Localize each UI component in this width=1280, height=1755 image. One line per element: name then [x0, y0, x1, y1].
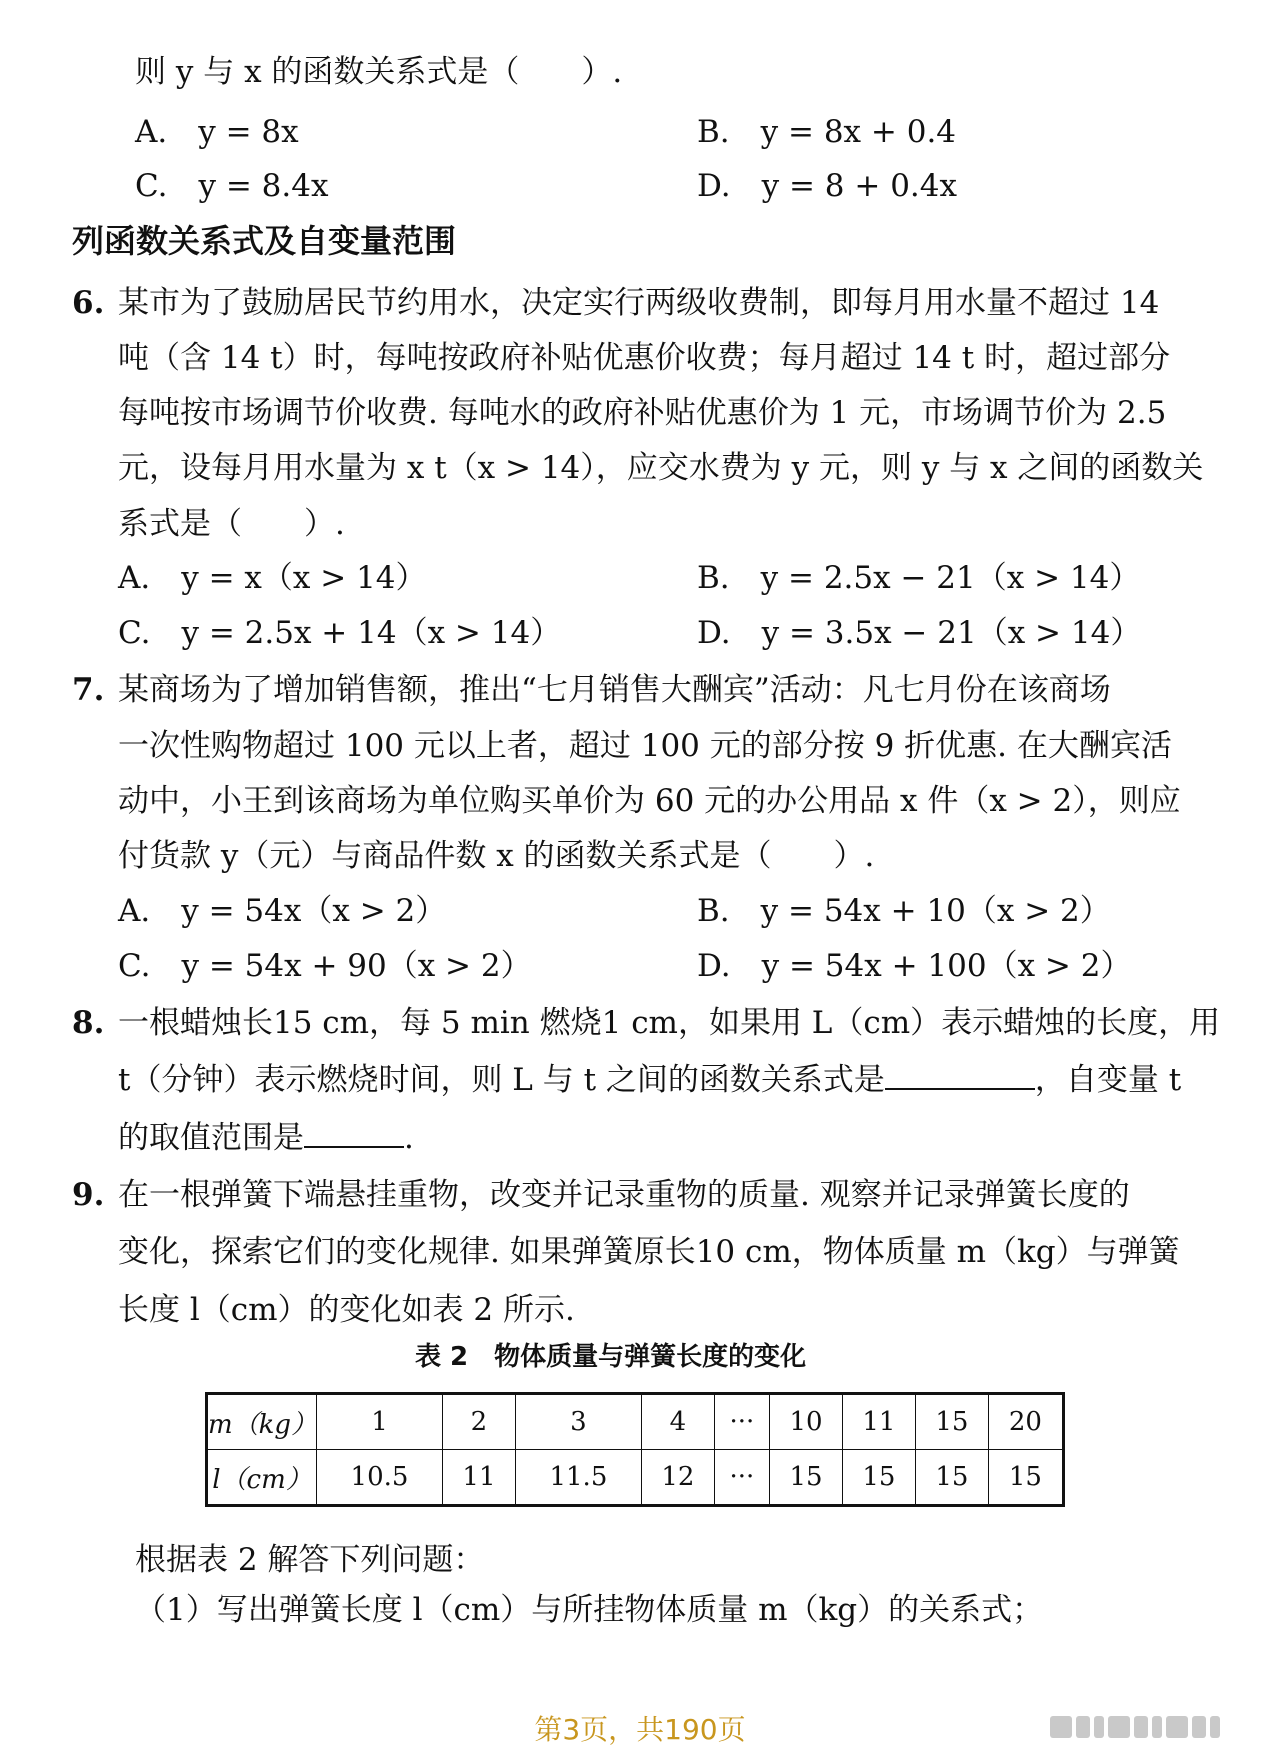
- table-cell: 11: [842, 1394, 915, 1450]
- table-cell: 20: [988, 1394, 1063, 1450]
- table-cell: 15: [915, 1394, 988, 1450]
- table-row: [207, 1450, 1064, 1506]
- table-cell: 4: [641, 1394, 714, 1450]
- q7-line-2: 一次性购物超过 100 元以上者，超过 100 元的部分按 9 折优惠. 在大酬宾活: [118, 728, 1172, 764]
- table-cell: 15: [842, 1450, 915, 1506]
- table-cell: 15: [988, 1450, 1063, 1506]
- table-cell: 10: [770, 1394, 843, 1450]
- q7-line-3: 动中，小王到该商场为单位购买单价为 60 元的办公用品 x 件（x > 2），则应: [118, 783, 1181, 819]
- q5-option-c: C. y = 8.4x: [135, 168, 329, 204]
- q5-option-a: A. y = 8x: [135, 114, 299, 150]
- table-cell: 1: [317, 1394, 443, 1450]
- q8-line-2-tail: ，自变量 t: [1034, 1062, 1182, 1098]
- table-row: [207, 1394, 1064, 1450]
- q8-line-3-tail: .: [404, 1120, 414, 1156]
- page-footer: 第3页，共190页: [534, 1713, 746, 1746]
- q6-line-4: 元，设每月用水量为 x t（x > 14），应交水费为 y 元，则 y 与 x 之间的函数关: [118, 450, 1204, 486]
- q8-line-2: [118, 1060, 1181, 1100]
- q7-line-1: 某商场为了增加销售额，推出“七月销售大酬宾”活动：凡七月份在该商场: [118, 672, 1111, 708]
- table-cell: 3: [515, 1394, 641, 1450]
- q7-option-d: D. y = 54x + 100（x > 2）: [697, 948, 1132, 984]
- q6-option-a: A. y = x（x > 14）: [118, 560, 427, 596]
- q6-option-d: D. y = 3.5x − 21（x > 14）: [697, 615, 1142, 651]
- table-cell: 2: [442, 1394, 515, 1450]
- table-cell: 11.5: [515, 1450, 641, 1506]
- q8-answer-blank-1[interactable]: [885, 1060, 1035, 1090]
- q9-subquestion-1: （1）写出弹簧长度 l（cm）与所挂物体质量 m（kg）的关系式；: [135, 1592, 1044, 1628]
- q8-number: 8.: [72, 1005, 105, 1041]
- q9-line-3: 长度 l（cm）的变化如表 2 所示.: [118, 1292, 575, 1328]
- q6-number: 6.: [72, 285, 105, 321]
- q6-line-2: 吨（含 14 t）时，每吨按政府补贴优惠价收费；每月超过 14 t 时，超过部分: [118, 340, 1171, 376]
- q8-line-3-text: 的取值范围是: [118, 1120, 304, 1156]
- q8-line-1: 一根蜡烛长15 cm，每 5 min 燃烧1 cm，如果用 L（cm）表示蜡烛的长度，用: [118, 1005, 1221, 1041]
- table-cell: 11: [442, 1450, 515, 1506]
- table-title: 表 2 物体质量与弹簧长度的变化: [415, 1342, 807, 1372]
- q7-option-c: C. y = 54x + 90（x > 2）: [118, 948, 532, 984]
- watermark-icon: [1050, 1716, 1260, 1740]
- q9-line-2: 变化，探索它们的变化规律. 如果弹簧原长10 cm，物体质量 m（kg）与弹簧: [118, 1234, 1180, 1270]
- q5-option-b: B. y = 8x + 0.4: [697, 114, 957, 150]
- table-cell: 12: [641, 1450, 714, 1506]
- q6-option-c: C. y = 2.5x + 14（x > 14）: [118, 615, 562, 651]
- table-cell: ···: [714, 1450, 769, 1506]
- q9-instruction: 根据表 2 解答下列问题：: [135, 1542, 485, 1578]
- q5-stem: 则 y 与 x 的函数关系式是（ ）.: [135, 54, 623, 90]
- q7-line-4: 付货款 y（元）与商品件数 x 的函数关系式是（ ）.: [118, 838, 875, 874]
- q9-line-1: 在一根弹簧下端悬挂重物，改变并记录重物的质量. 观察并记录弹簧长度的: [118, 1177, 1130, 1213]
- q6-option-b: B. y = 2.5x − 21（x > 14）: [697, 560, 1141, 596]
- table-cell: 15: [770, 1450, 843, 1506]
- q5-option-d: D. y = 8 + 0.4x: [697, 168, 957, 204]
- q8-answer-blank-2[interactable]: [304, 1118, 404, 1148]
- table-row-header: m（kg）: [207, 1394, 317, 1450]
- q7-option-a: A. y = 54x（x > 2）: [118, 893, 447, 929]
- q7-option-b: B. y = 54x + 10（x > 2）: [697, 893, 1111, 929]
- table-cell: 10.5: [317, 1450, 443, 1506]
- q8-line-3: [118, 1118, 414, 1158]
- table-cell: 15: [915, 1450, 988, 1506]
- q6-line-5: 系式是（ ）.: [118, 506, 345, 542]
- section-heading: 列函数关系式及自变量范围: [72, 222, 457, 260]
- q9-number: 9.: [72, 1177, 105, 1213]
- data-table: [205, 1392, 1065, 1507]
- q6-line-1: 某市为了鼓励居民节约用水，决定实行两级收费制，即每月用水量不超过 14: [118, 285, 1160, 321]
- table-row-header: l（cm）: [207, 1450, 317, 1506]
- q7-number: 7.: [72, 672, 105, 708]
- table-cell: ···: [714, 1394, 769, 1450]
- q6-line-3: 每吨按市场调节价收费. 每吨水的政府补贴优惠价为 1 元，市场调节价为 2.5: [118, 395, 1167, 431]
- q8-line-2-text: t（分钟）表示燃烧时间，则 L 与 t 之间的函数关系式是: [118, 1062, 885, 1098]
